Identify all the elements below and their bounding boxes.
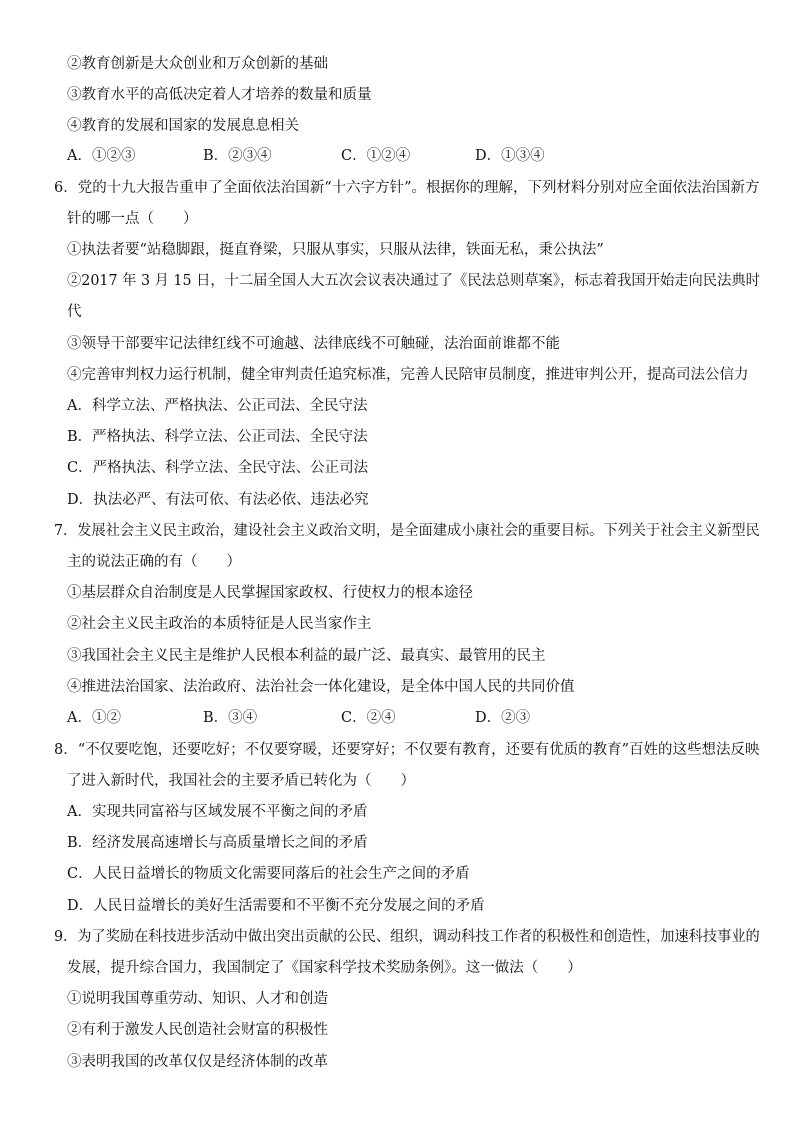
- q6-item-2-line-1: ②2017 年 3 月 15 日，十二届全国人大五次会议表决通过了《民法总则草案》，标志着我国开始走向民法典时: [67, 273, 760, 289]
- q6-option-b: B．严格执法、科学立法、公正司法、全民守法: [67, 429, 368, 445]
- q6-item-2-line-2: 代: [67, 304, 82, 320]
- q9-stem-line-1: 9．为了奖励在科技进步活动中做出突出贡献的公民、组织，调动科技工作者的积极性和创造性，加速科技事业的: [54, 929, 760, 945]
- q6-item-4: ④完善审判权力运行机制，健全审判责任追究标准，完善人民陪审员制度，推进审判公开，提高司法公信力: [67, 367, 749, 383]
- q7-stem-line-2: 主的说法正确的有（ ）: [67, 554, 241, 570]
- top-options: [67, 146, 627, 166]
- q8-option-d: D．人民日益增长的美好生活需要和不平衡不充分发展之间的矛盾: [67, 898, 485, 914]
- q7-option-c: C．②④: [341, 710, 396, 726]
- q6-option-d: D．执法必严、有法可依、有法必依、违法必究: [67, 492, 369, 508]
- q8-stem-line-2: 了进入新时代，我国社会的主要矛盾已转化为（ ）: [67, 773, 415, 789]
- q9-stem-line-2: 发展，提升综合国力，我国制定了《国家科学技术奖励条例》。这一做法（ ）: [67, 960, 582, 976]
- q8-option-b: B．经济发展高速增长与高质量增长之间的矛盾: [67, 835, 368, 851]
- q6-item-1: ①执法者要“站稳脚跟，挺直脊梁，只服从事实，只服从法律，铁面无私，秉公执法”: [67, 242, 604, 258]
- q6-stem-line-2: 针的哪一点（ ）: [67, 211, 198, 227]
- top-item-4: ④教育的发展和国家的发展息息相关: [67, 118, 299, 134]
- top-option-c: C．①②④: [341, 148, 411, 164]
- q6-item-3: ③领导干部要牢记法律红线不可逾越、法律底线不可触碰，法治面前谁都不能: [67, 336, 560, 352]
- q9-item-3: ③表明我国的改革仅仅是经济体制的改革: [67, 1054, 328, 1070]
- q7-option-a: A．①②: [67, 710, 121, 726]
- top-option-a: A．①②③: [67, 148, 136, 164]
- q9-item-1: ①说明我国尊重劳动、知识、人才和创造: [67, 991, 328, 1007]
- q7-item-2: ②社会主义民主政治的本质特征是人民当家作主: [67, 616, 372, 632]
- q7-option-b: B．③④: [203, 710, 258, 726]
- q6-stem-line-1: 6．党的十九大报告重申了全面依法治国新“十六字方针”。根据你的理解，下列材料分别对应全面依法治国新方: [54, 180, 760, 196]
- q7-stem-line-1: 7．发展社会主义民主政治，建设社会主义政治文明，是全面建成小康社会的重要目标。下列关于社会主义新型民: [54, 523, 760, 539]
- q6-option-a: A．科学立法、严格执法、公正司法、全民守法: [67, 398, 368, 414]
- top-item-3: ③教育水平的高低决定着人才培养的数量和质量: [67, 87, 372, 103]
- q8-stem-line-1: 8．“不仅要吃饱，还要吃好；不仅要穿暖，还要穿好；不仅要有教育，还要有优质的教育”百姓的这些想法反映: [54, 742, 760, 758]
- q7-item-4: ④推进法治国家、法治政府、法治社会一体化建设，是全体中国人民的共同价值: [67, 679, 575, 695]
- q7-option-d: D．②③: [475, 710, 531, 726]
- q9-item-2: ②有利于激发人民创造社会财富的积极性: [67, 1022, 328, 1038]
- top-item-2: ②教育创新是大众创业和万众创新的基础: [67, 56, 328, 72]
- top-option-b: B．②③④: [203, 148, 272, 164]
- q8-option-c: C．人民日益增长的物质文化需要同落后的社会生产之间的矛盾: [67, 866, 470, 882]
- q7-item-1: ①基层群众自治制度是人民掌握国家政权、行使权力的根本途径: [67, 585, 473, 601]
- top-option-d: D．①③④: [475, 148, 545, 164]
- q7-item-3: ③我国社会主义民主是维护人民根本利益的最广泛、最真实、最管用的民主: [67, 648, 546, 664]
- q7-options: [67, 708, 627, 728]
- q6-option-c: C．严格执法、科学立法、全民守法、公正司法: [67, 460, 369, 476]
- q8-option-a: A．实现共同富裕与区域发展不平衡之间的矛盾: [67, 804, 368, 820]
